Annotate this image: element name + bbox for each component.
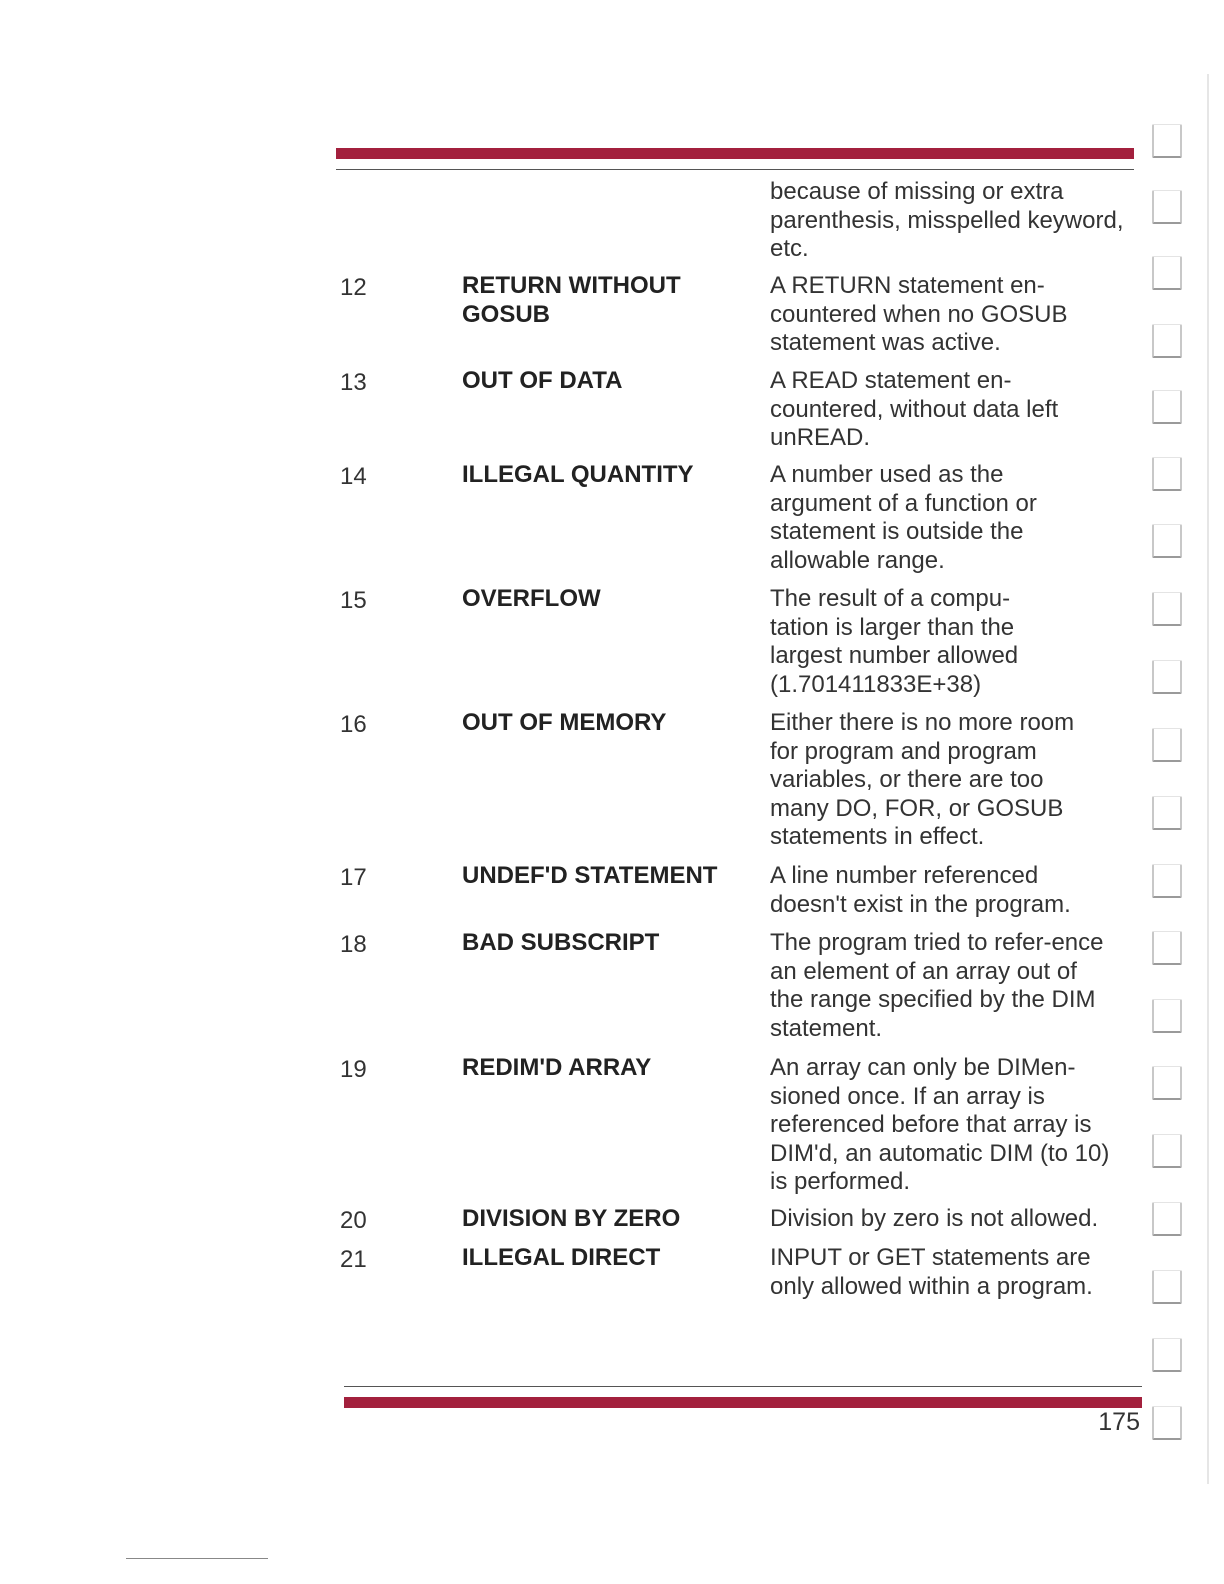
binding-tab	[1152, 1406, 1182, 1440]
error-name: UNDEF'D STATEMENT	[462, 862, 718, 889]
error-description: A number used as the argument of a function or statement is outside the allowable range.	[770, 461, 1037, 574]
binding-tab	[1152, 592, 1182, 626]
page-edge-shadow	[1207, 74, 1209, 1484]
error-code: 14	[340, 463, 367, 490]
bottom-rule	[344, 1386, 1142, 1387]
binding-tab	[1152, 124, 1182, 158]
error-description: INPUT or GET statements are only allowed within a program.	[770, 1244, 1093, 1300]
error-description: The result of a compu-tation is larger than the largest number allowed (1.701411833E+38)	[770, 585, 1019, 698]
error-description: An array can only be DIMen-sioned once. If an array is referenced before that array is DIM'd, an automatic DIM (to 10) is performed.	[770, 1054, 1110, 1195]
binding-tab	[1152, 324, 1182, 358]
error-code: 17	[340, 864, 367, 891]
bottom-accent-bar	[344, 1397, 1142, 1408]
error-code: 20	[340, 1207, 367, 1234]
error-code: 21	[340, 1246, 367, 1273]
top-accent-bar	[336, 148, 1134, 159]
binding-tab	[1152, 457, 1182, 491]
error-name: OUT OF DATA	[462, 367, 623, 394]
binding-tab	[1152, 390, 1182, 424]
binding-tab	[1152, 190, 1182, 224]
error-code: 13	[340, 369, 367, 396]
error-name: ILLEGAL DIRECT	[462, 1244, 661, 1271]
error-name: REDIM'D ARRAY	[462, 1054, 652, 1081]
error-description: Division by zero is not allowed.	[770, 1205, 1099, 1232]
binding-tab	[1152, 256, 1182, 290]
continuation-text: because of missing or extra parenthesis, misspelled keyword, etc.	[770, 178, 1124, 262]
error-description: The program tried to refer-ence an element of an array out of the range specified by the DIM statement.	[770, 929, 1104, 1042]
binding-tab	[1152, 931, 1182, 965]
binding-tab	[1152, 864, 1182, 898]
error-code: 16	[340, 711, 367, 738]
error-name: OVERFLOW	[462, 585, 601, 612]
error-code: 18	[340, 931, 367, 958]
binding-tab	[1152, 660, 1182, 694]
page-number: 175	[1098, 1408, 1140, 1436]
error-code: 19	[340, 1056, 367, 1083]
error-description: A READ statement en-countered, without data left unREAD.	[770, 367, 1059, 451]
binding-tab	[1152, 1134, 1182, 1168]
binding-tab	[1152, 796, 1182, 830]
top-rule	[336, 169, 1134, 170]
error-code: 12	[340, 274, 367, 301]
error-name: DIVISION BY ZERO	[462, 1205, 681, 1232]
error-name: BAD SUBSCRIPT	[462, 929, 660, 956]
error-description: A line number referenced doesn't exist in the program.	[770, 862, 1071, 918]
error-name: OUT OF MEMORY	[462, 709, 667, 736]
binding-tabs	[1152, 120, 1186, 1450]
error-name: RETURN WITHOUT GOSUB	[462, 272, 681, 328]
footer-rule	[126, 1558, 268, 1559]
binding-tab	[1152, 524, 1182, 558]
error-code: 15	[340, 587, 367, 614]
binding-tab	[1152, 1202, 1182, 1236]
binding-tab	[1152, 728, 1182, 762]
error-name: ILLEGAL QUANTITY	[462, 461, 694, 488]
error-description: Either there is no more room for program and program variables, or there are too many DO, FOR, or GOSUB statements in effect.	[770, 709, 1075, 850]
error-description: A RETURN statement en-countered when no GOSUB statement was active.	[770, 272, 1068, 356]
binding-tab	[1152, 1270, 1182, 1304]
binding-tab	[1152, 999, 1182, 1033]
binding-tab	[1152, 1066, 1182, 1100]
binding-tab	[1152, 1338, 1182, 1372]
